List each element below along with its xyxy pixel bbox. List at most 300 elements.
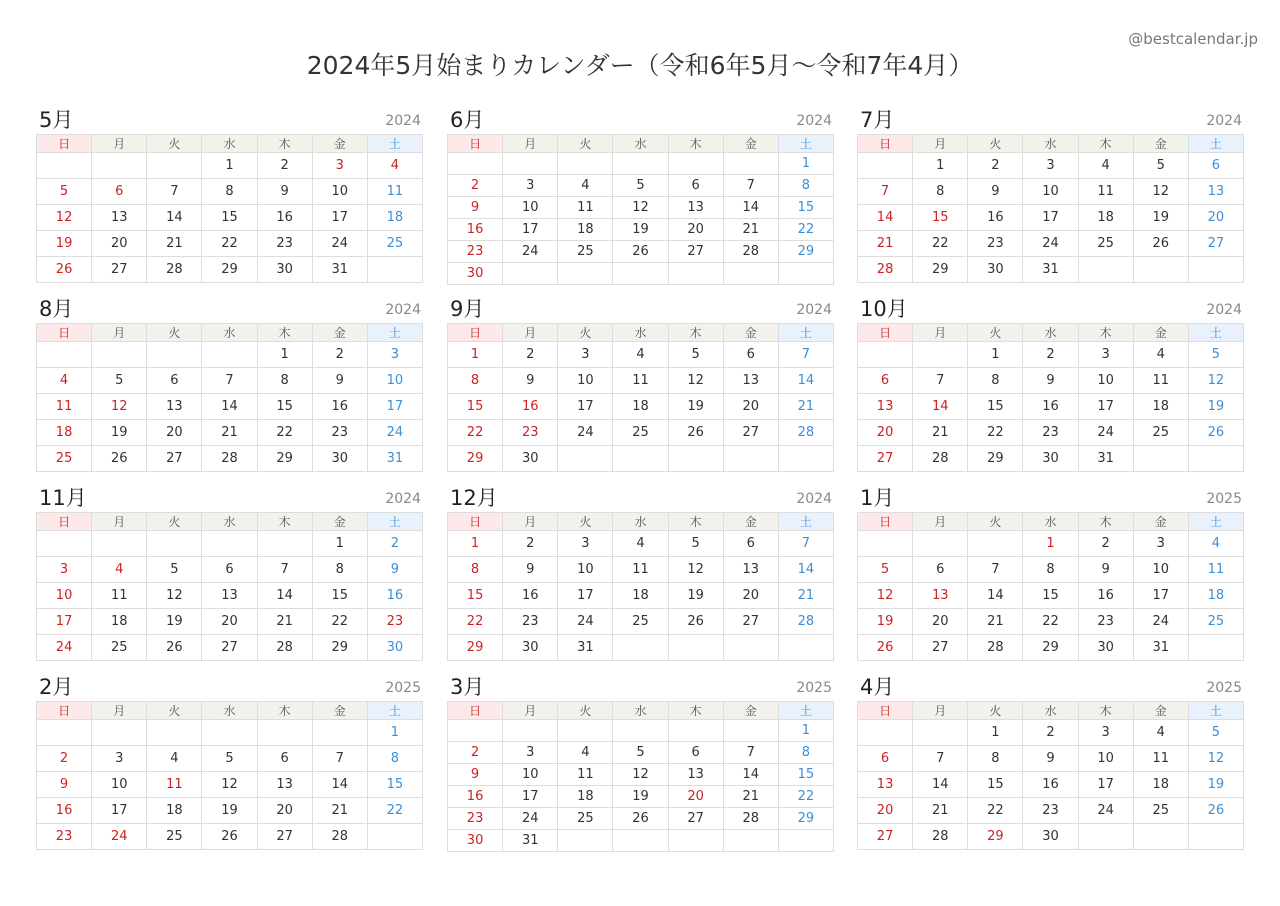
day-cell: 22	[448, 420, 503, 446]
month-year: 2024	[385, 302, 421, 318]
weekday-header: 月	[92, 702, 147, 720]
day-cell: 29	[968, 824, 1023, 850]
year-calendar-grid	[36, 104, 1244, 864]
day-cell: 17	[1078, 394, 1133, 420]
empty-day-cell	[92, 153, 147, 179]
day-cell: 8	[968, 746, 1023, 772]
empty-day-cell	[37, 153, 92, 179]
empty-day-cell	[1133, 824, 1188, 850]
empty-day-cell	[558, 720, 613, 742]
day-cell: 17	[1078, 772, 1133, 798]
day-cell: 4	[147, 746, 202, 772]
day-cell: 16	[37, 798, 92, 824]
day-cell: 10	[1078, 746, 1133, 772]
day-cell: 30	[1078, 635, 1133, 661]
month-calendar	[447, 293, 834, 473]
day-cell: 9	[448, 197, 503, 219]
day-cell: 15	[778, 764, 833, 786]
day-cell: 22	[367, 798, 422, 824]
weekday-header: 日	[37, 324, 92, 342]
month-calendar	[857, 293, 1244, 473]
day-cell: 1	[778, 720, 833, 742]
weekday-header: 火	[147, 513, 202, 531]
day-cell: 7	[723, 175, 778, 197]
day-cell: 2	[503, 531, 558, 557]
month-table	[36, 512, 423, 661]
weekday-header: 金	[312, 702, 367, 720]
month-year: 2024	[796, 113, 832, 129]
empty-day-cell	[202, 342, 257, 368]
empty-day-cell	[92, 531, 147, 557]
empty-day-cell	[613, 153, 668, 175]
week-row	[37, 720, 423, 746]
month-year: 2025	[796, 680, 832, 696]
month-year: 2024	[796, 491, 832, 507]
empty-day-cell	[37, 342, 92, 368]
day-cell: 21	[257, 609, 312, 635]
day-cell: 8	[968, 368, 1023, 394]
day-cell: 24	[1078, 798, 1133, 824]
week-row	[37, 609, 423, 635]
day-cell: 4	[558, 742, 613, 764]
day-cell: 21	[147, 231, 202, 257]
empty-day-cell	[668, 153, 723, 175]
day-cell: 15	[312, 583, 367, 609]
day-cell: 10	[367, 368, 422, 394]
day-cell: 5	[1188, 342, 1243, 368]
month-name: 5月	[39, 108, 74, 132]
month-calendar	[857, 482, 1244, 662]
day-cell: 6	[858, 368, 913, 394]
day-cell: 28	[968, 635, 1023, 661]
empty-day-cell	[92, 720, 147, 746]
empty-day-cell	[448, 153, 503, 175]
day-cell: 6	[858, 746, 913, 772]
day-cell: 8	[202, 179, 257, 205]
week-row	[858, 342, 1244, 368]
day-cell: 29	[448, 635, 503, 661]
day-cell: 6	[723, 342, 778, 368]
week-row	[448, 153, 834, 175]
empty-day-cell	[1133, 257, 1188, 283]
day-cell: 17	[558, 394, 613, 420]
day-cell: 22	[312, 609, 367, 635]
day-cell: 15	[257, 394, 312, 420]
week-row	[448, 394, 834, 420]
empty-day-cell	[257, 720, 312, 746]
day-cell: 17	[1133, 583, 1188, 609]
week-row	[448, 635, 834, 661]
day-cell: 16	[968, 205, 1023, 231]
weekday-header: 日	[858, 513, 913, 531]
day-cell: 23	[312, 420, 367, 446]
week-row	[37, 446, 423, 472]
day-cell: 30	[1023, 446, 1078, 472]
weekday-header: 火	[968, 135, 1023, 153]
weekday-header: 月	[913, 702, 968, 720]
day-cell: 26	[668, 609, 723, 635]
weekday-header: 火	[968, 702, 1023, 720]
week-row	[858, 531, 1244, 557]
day-cell: 5	[668, 531, 723, 557]
weekday-header: 日	[858, 324, 913, 342]
week-row	[448, 446, 834, 472]
empty-day-cell	[723, 263, 778, 285]
weekday-header: 土	[1188, 702, 1243, 720]
day-cell: 21	[312, 798, 367, 824]
day-cell: 16	[1023, 772, 1078, 798]
weekday-header: 火	[968, 513, 1023, 531]
day-cell: 19	[202, 798, 257, 824]
day-cell: 22	[968, 420, 1023, 446]
day-cell: 19	[1133, 205, 1188, 231]
week-row	[858, 772, 1244, 798]
weekday-header: 火	[558, 324, 613, 342]
day-cell: 2	[37, 746, 92, 772]
day-cell: 22	[968, 798, 1023, 824]
empty-day-cell	[723, 153, 778, 175]
weekday-header: 土	[778, 135, 833, 153]
day-cell: 19	[858, 609, 913, 635]
week-row	[37, 635, 423, 661]
day-cell: 9	[1023, 368, 1078, 394]
weekday-header: 木	[1078, 324, 1133, 342]
month-table	[447, 134, 834, 285]
day-cell: 2	[1023, 720, 1078, 746]
week-row	[37, 342, 423, 368]
day-cell: 21	[913, 798, 968, 824]
month-calendar	[857, 104, 1244, 284]
day-cell: 11	[558, 197, 613, 219]
day-cell: 13	[858, 394, 913, 420]
day-cell: 16	[503, 583, 558, 609]
day-cell: 23	[37, 824, 92, 850]
day-cell: 8	[257, 368, 312, 394]
weekday-header: 木	[257, 324, 312, 342]
month-header	[36, 104, 423, 134]
week-row	[858, 368, 1244, 394]
day-cell: 7	[312, 746, 367, 772]
empty-day-cell	[913, 531, 968, 557]
weekday-header: 月	[913, 513, 968, 531]
day-cell: 1	[312, 531, 367, 557]
week-row	[858, 609, 1244, 635]
empty-day-cell	[503, 263, 558, 285]
week-row	[448, 531, 834, 557]
day-cell: 3	[558, 342, 613, 368]
day-cell: 6	[92, 179, 147, 205]
empty-day-cell	[147, 153, 202, 179]
day-cell: 7	[968, 557, 1023, 583]
day-cell: 6	[723, 531, 778, 557]
day-cell: 12	[668, 557, 723, 583]
weekday-header: 水	[1023, 702, 1078, 720]
weekday-header: 金	[723, 324, 778, 342]
month-header	[36, 293, 423, 323]
empty-day-cell	[613, 635, 668, 661]
weekday-header: 水	[202, 513, 257, 531]
month-table	[36, 134, 423, 283]
empty-day-cell	[913, 342, 968, 368]
day-cell: 30	[968, 257, 1023, 283]
day-cell: 20	[723, 583, 778, 609]
day-cell: 22	[778, 786, 833, 808]
weekday-header: 金	[723, 135, 778, 153]
day-cell: 29	[448, 446, 503, 472]
week-row	[448, 720, 834, 742]
week-row	[448, 786, 834, 808]
empty-day-cell	[778, 830, 833, 852]
day-cell: 26	[858, 635, 913, 661]
empty-day-cell	[92, 342, 147, 368]
month-header	[447, 293, 834, 323]
weekday-header: 日	[858, 702, 913, 720]
day-cell: 12	[92, 394, 147, 420]
month-name: 1月	[860, 486, 895, 510]
day-cell: 10	[312, 179, 367, 205]
week-row	[858, 746, 1244, 772]
weekday-header: 木	[257, 702, 312, 720]
month-header	[447, 671, 834, 701]
day-cell: 22	[257, 420, 312, 446]
day-cell: 24	[558, 609, 613, 635]
day-cell: 19	[668, 394, 723, 420]
day-cell: 8	[448, 368, 503, 394]
day-cell: 29	[312, 635, 367, 661]
month-year: 2024	[385, 113, 421, 129]
day-cell: 29	[257, 446, 312, 472]
day-cell: 27	[723, 420, 778, 446]
empty-day-cell	[558, 830, 613, 852]
day-cell: 9	[312, 368, 367, 394]
week-row	[448, 197, 834, 219]
day-cell: 7	[913, 746, 968, 772]
month-header	[36, 671, 423, 701]
month-name: 11月	[39, 486, 87, 510]
day-cell: 13	[858, 772, 913, 798]
day-cell: 20	[257, 798, 312, 824]
day-cell: 19	[1188, 394, 1243, 420]
weekday-header: 木	[668, 513, 723, 531]
day-cell: 2	[1023, 342, 1078, 368]
day-cell: 2	[257, 153, 312, 179]
day-cell: 5	[668, 342, 723, 368]
week-row	[858, 231, 1244, 257]
month-calendar	[36, 293, 423, 473]
day-cell: 25	[147, 824, 202, 850]
day-cell: 30	[448, 830, 503, 852]
day-cell: 18	[37, 420, 92, 446]
week-row	[448, 830, 834, 852]
day-cell: 28	[913, 446, 968, 472]
day-cell: 1	[202, 153, 257, 179]
day-cell: 29	[778, 808, 833, 830]
day-cell: 17	[1023, 205, 1078, 231]
week-row	[37, 798, 423, 824]
empty-day-cell	[312, 720, 367, 746]
month-name: 8月	[39, 297, 74, 321]
day-cell: 5	[613, 175, 668, 197]
empty-day-cell	[723, 446, 778, 472]
empty-day-cell	[968, 531, 1023, 557]
day-cell: 13	[913, 583, 968, 609]
weekday-header: 月	[92, 324, 147, 342]
day-cell: 27	[913, 635, 968, 661]
day-cell: 14	[723, 764, 778, 786]
day-cell: 10	[1078, 368, 1133, 394]
weekday-header: 金	[1133, 702, 1188, 720]
day-cell: 18	[1133, 394, 1188, 420]
weekday-header: 日	[37, 513, 92, 531]
day-cell: 11	[92, 583, 147, 609]
empty-day-cell	[858, 531, 913, 557]
day-cell: 1	[1023, 531, 1078, 557]
day-cell: 3	[37, 557, 92, 583]
day-cell: 19	[613, 786, 668, 808]
week-row	[37, 179, 423, 205]
day-cell: 7	[147, 179, 202, 205]
day-cell: 16	[312, 394, 367, 420]
day-cell: 12	[202, 772, 257, 798]
weekday-header: 日	[448, 324, 503, 342]
day-cell: 30	[1023, 824, 1078, 850]
day-cell: 1	[448, 531, 503, 557]
empty-day-cell	[147, 342, 202, 368]
weekday-header: 土	[778, 513, 833, 531]
day-cell: 7	[778, 342, 833, 368]
empty-day-cell	[1133, 446, 1188, 472]
week-row	[858, 798, 1244, 824]
day-cell: 17	[37, 609, 92, 635]
weekday-header: 金	[723, 702, 778, 720]
day-cell: 27	[668, 241, 723, 263]
day-cell: 20	[858, 420, 913, 446]
day-cell: 14	[968, 583, 1023, 609]
day-cell: 2	[503, 342, 558, 368]
weekday-header: 水	[613, 135, 668, 153]
day-cell: 27	[1188, 231, 1243, 257]
day-cell: 25	[613, 609, 668, 635]
day-cell: 27	[257, 824, 312, 850]
empty-day-cell	[913, 720, 968, 746]
day-cell: 13	[257, 772, 312, 798]
empty-day-cell	[613, 830, 668, 852]
day-cell: 26	[613, 241, 668, 263]
month-table	[447, 701, 834, 852]
day-cell: 1	[367, 720, 422, 746]
day-cell: 7	[202, 368, 257, 394]
day-cell: 5	[1133, 153, 1188, 179]
day-cell: 2	[367, 531, 422, 557]
empty-day-cell	[723, 830, 778, 852]
day-cell: 29	[1023, 635, 1078, 661]
day-cell: 11	[558, 764, 613, 786]
day-cell: 13	[668, 197, 723, 219]
weekday-header: 水	[1023, 324, 1078, 342]
weekday-header: 土	[1188, 513, 1243, 531]
week-row	[448, 175, 834, 197]
day-cell: 15	[913, 205, 968, 231]
day-cell: 17	[503, 786, 558, 808]
day-cell: 21	[723, 786, 778, 808]
day-cell: 12	[147, 583, 202, 609]
day-cell: 23	[448, 241, 503, 263]
week-row	[858, 824, 1244, 850]
day-cell: 16	[448, 786, 503, 808]
weekday-header: 水	[613, 702, 668, 720]
weekday-header: 土	[1188, 135, 1243, 153]
month-calendar	[36, 104, 423, 284]
month-name: 7月	[860, 108, 895, 132]
day-cell: 10	[558, 368, 613, 394]
month-name: 10月	[860, 297, 908, 321]
month-calendar	[36, 671, 423, 851]
weekday-header: 土	[367, 324, 422, 342]
day-cell: 12	[1133, 179, 1188, 205]
day-cell: 18	[558, 786, 613, 808]
day-cell: 20	[668, 786, 723, 808]
empty-day-cell	[613, 446, 668, 472]
day-cell: 27	[723, 609, 778, 635]
day-cell: 27	[92, 257, 147, 283]
month-header	[857, 482, 1244, 512]
day-cell: 14	[913, 772, 968, 798]
site-credit: @bestcalendar.jp	[1128, 30, 1258, 48]
day-cell: 3	[92, 746, 147, 772]
day-cell: 19	[1188, 772, 1243, 798]
day-cell: 8	[913, 179, 968, 205]
day-cell: 9	[367, 557, 422, 583]
empty-day-cell	[257, 531, 312, 557]
week-row	[858, 153, 1244, 179]
day-cell: 25	[92, 635, 147, 661]
day-cell: 27	[858, 446, 913, 472]
day-cell: 11	[367, 179, 422, 205]
day-cell: 17	[558, 583, 613, 609]
day-cell: 24	[312, 231, 367, 257]
day-cell: 20	[202, 609, 257, 635]
day-cell: 31	[503, 830, 558, 852]
day-cell: 1	[778, 153, 833, 175]
day-cell: 11	[1078, 179, 1133, 205]
day-cell: 20	[723, 394, 778, 420]
week-row	[37, 583, 423, 609]
empty-day-cell	[858, 342, 913, 368]
day-cell: 1	[913, 153, 968, 179]
weekday-header: 水	[202, 324, 257, 342]
day-cell: 3	[1078, 720, 1133, 746]
month-table	[857, 512, 1244, 661]
week-row	[858, 635, 1244, 661]
weekday-header: 土	[367, 513, 422, 531]
day-cell: 24	[503, 808, 558, 830]
day-cell: 31	[367, 446, 422, 472]
weekday-header: 月	[913, 135, 968, 153]
weekday-header: 金	[1133, 324, 1188, 342]
weekday-header: 土	[778, 702, 833, 720]
weekday-header: 月	[913, 324, 968, 342]
empty-day-cell	[668, 720, 723, 742]
day-cell: 25	[558, 241, 613, 263]
day-cell: 26	[1133, 231, 1188, 257]
day-cell: 3	[1133, 531, 1188, 557]
month-year: 2025	[1206, 680, 1242, 696]
empty-day-cell	[37, 531, 92, 557]
day-cell: 5	[92, 368, 147, 394]
day-cell: 3	[558, 531, 613, 557]
month-name: 4月	[860, 675, 895, 699]
day-cell: 24	[92, 824, 147, 850]
